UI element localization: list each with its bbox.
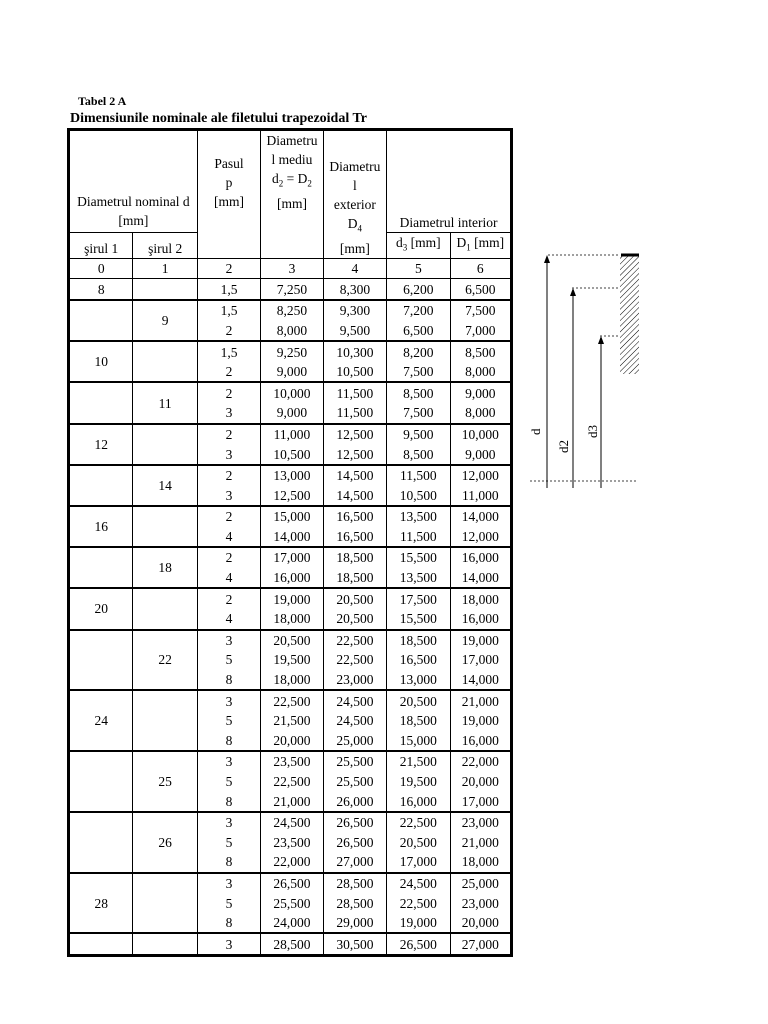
cell-D1: 17,000 xyxy=(450,791,511,812)
cell-pas: 8 xyxy=(197,852,260,873)
cell-d2: 15,000 xyxy=(261,506,323,527)
cell-d3: 19,500 xyxy=(387,772,450,792)
cell-d2: 13,000 xyxy=(261,465,323,486)
cell-d3: 8,500 xyxy=(387,444,450,465)
cell-D1: 16,000 xyxy=(450,547,511,568)
cell-d3: 13,500 xyxy=(387,568,450,589)
cell-d3: 11,500 xyxy=(387,527,450,548)
cell-sirul-2: 9 xyxy=(133,300,197,341)
cell-d2: 8,250 xyxy=(261,300,323,321)
cell-D4: 22,500 xyxy=(323,630,386,651)
table-row xyxy=(69,812,512,833)
cell-d2: 22,000 xyxy=(261,852,323,873)
cell-d2: 12,500 xyxy=(261,485,323,506)
cell-d3: 7,500 xyxy=(387,403,450,424)
cell-D1: 14,000 xyxy=(450,568,511,589)
cell-D1: 6,500 xyxy=(450,279,511,300)
cell-d2: 19,500 xyxy=(261,650,323,670)
label-d2: d2 xyxy=(556,440,571,453)
cell-sirul-1: 20 xyxy=(69,588,133,629)
cell-D4: 27,000 xyxy=(323,852,386,873)
cell-d2: 22,500 xyxy=(261,772,323,792)
cell-sirul-1 xyxy=(69,812,133,873)
cell-d3: 16,500 xyxy=(387,650,450,670)
cell-D4: 18,500 xyxy=(323,547,386,568)
cell-D4: 11,500 xyxy=(323,382,386,403)
cell-D4: 28,500 xyxy=(323,893,386,913)
cell-D1: 8,000 xyxy=(450,403,511,424)
cell-pas: 3 xyxy=(197,485,260,506)
table-row xyxy=(69,690,512,711)
cell-D4: 25,000 xyxy=(323,731,386,752)
cell-sirul-1 xyxy=(69,933,133,955)
cell-D4: 26,500 xyxy=(323,812,386,833)
cell-D4: 16,500 xyxy=(323,527,386,548)
table-row xyxy=(69,751,512,772)
cell-sirul-2 xyxy=(133,690,197,751)
cell-d2: 22,500 xyxy=(261,690,323,711)
cell-sirul-1 xyxy=(69,751,133,812)
cell-sirul-2 xyxy=(133,588,197,629)
cell-D1: 8,500 xyxy=(450,341,511,362)
cell-pas: 8 xyxy=(197,791,260,812)
cell-pas: 3 xyxy=(197,873,260,894)
cell-sirul-2: 25 xyxy=(133,751,197,812)
cell-D1: 9,000 xyxy=(450,382,511,403)
cell-sirul-2: 22 xyxy=(133,630,197,691)
cell-D1: 7,500 xyxy=(450,300,511,321)
column-number: 5 xyxy=(387,258,450,279)
cell-D4: 20,500 xyxy=(323,588,386,609)
header-pasul: Pasul p [mm] xyxy=(197,130,260,233)
table-title: Dimensiunile nominale ale filetului trapezoidal Tr xyxy=(70,111,367,126)
cell-D1: 14,000 xyxy=(450,506,511,527)
cell-d3: 22,500 xyxy=(387,812,450,833)
cell-sirul-1: 10 xyxy=(69,341,133,382)
cell-d3: 13,500 xyxy=(387,506,450,527)
table-row xyxy=(69,547,512,568)
cell-d2: 14,000 xyxy=(261,527,323,548)
cell-sirul-2: 26 xyxy=(133,812,197,873)
cell-d3: 8,200 xyxy=(387,341,450,362)
table-row xyxy=(69,630,512,651)
column-number: 1 xyxy=(133,258,197,279)
cell-D1: 14,000 xyxy=(450,670,511,691)
cell-sirul-1 xyxy=(69,465,133,506)
cell-sirul-2 xyxy=(133,424,197,465)
cell-d3: 7,500 xyxy=(387,362,450,383)
cell-sirul-2 xyxy=(133,341,197,382)
cell-pas: 2 xyxy=(197,588,260,609)
cell-d2: 16,000 xyxy=(261,568,323,589)
cell-D1: 18,000 xyxy=(450,588,511,609)
cell-pas: 4 xyxy=(197,527,260,548)
cell-sirul-1 xyxy=(69,630,133,691)
cell-D4: 20,500 xyxy=(323,609,386,630)
cell-d3: 16,000 xyxy=(387,791,450,812)
cell-d3: 10,500 xyxy=(387,485,450,506)
cell-D1: 23,000 xyxy=(450,893,511,913)
cell-D1: 16,000 xyxy=(450,609,511,630)
cell-d3: 17,000 xyxy=(387,852,450,873)
cell-D4: 10,300 xyxy=(323,341,386,362)
cell-pas: 3 xyxy=(197,690,260,711)
cell-d3: 11,500 xyxy=(387,465,450,486)
cell-pas: 4 xyxy=(197,568,260,589)
cell-d3: 9,500 xyxy=(387,424,450,445)
cell-d3: 7,200 xyxy=(387,300,450,321)
cell-d2: 23,500 xyxy=(261,751,323,772)
cell-sirul-2: 18 xyxy=(133,547,197,588)
cell-pas: 8 xyxy=(197,913,260,934)
cell-D1: 23,000 xyxy=(450,812,511,833)
table-row xyxy=(69,300,512,321)
cell-d3: 22,500 xyxy=(387,893,450,913)
cell-sirul-1: 24 xyxy=(69,690,133,751)
cell-D4: 14,500 xyxy=(323,465,386,486)
cell-pas: 3 xyxy=(197,630,260,651)
cell-pas: 5 xyxy=(197,772,260,792)
cell-d2: 24,500 xyxy=(261,812,323,833)
cell-pas: 8 xyxy=(197,670,260,691)
cell-D4: 11,500 xyxy=(323,403,386,424)
cell-d3: 15,500 xyxy=(387,547,450,568)
cell-sirul-1: 8 xyxy=(69,279,133,300)
label-d: d xyxy=(528,428,543,435)
cell-pas: 3 xyxy=(197,812,260,833)
cell-sirul-2: 14 xyxy=(133,465,197,506)
arrow-head-icon xyxy=(570,288,576,296)
cell-d2: 20,500 xyxy=(261,630,323,651)
column-number: 2 xyxy=(197,258,260,279)
cell-D1: 16,000 xyxy=(450,731,511,752)
cell-D1: 12,000 xyxy=(450,465,511,486)
cell-d2: 8,000 xyxy=(261,321,323,342)
thread-profile-diagram xyxy=(520,245,650,495)
header-diametrul-interior: Diametrul interior xyxy=(387,130,512,233)
cell-d2: 18,000 xyxy=(261,670,323,691)
cell-d3: 17,500 xyxy=(387,588,450,609)
cell-pas: 5 xyxy=(197,893,260,913)
cell-D1: 12,000 xyxy=(450,527,511,548)
cell-D4: 22,500 xyxy=(323,650,386,670)
cell-D1: 8,000 xyxy=(450,362,511,383)
cell-D1: 22,000 xyxy=(450,751,511,772)
cell-sirul-1 xyxy=(69,300,133,341)
cell-pas: 4 xyxy=(197,609,260,630)
header-diametru-exterior: Diametru l exterior $D_4$ [mm] xyxy=(323,130,386,259)
cell-D1: 19,000 xyxy=(450,630,511,651)
cell-pas: 3 xyxy=(197,444,260,465)
table-row xyxy=(69,424,512,445)
table-caption: Tabel 2 A xyxy=(78,94,127,108)
cell-D1: 9,000 xyxy=(450,444,511,465)
cell-D1: 20,000 xyxy=(450,913,511,934)
cell-d2: 28,500 xyxy=(261,933,323,955)
cell-d3: 24,500 xyxy=(387,873,450,894)
cell-d3: 18,500 xyxy=(387,630,450,651)
cell-D4: 14,500 xyxy=(323,485,386,506)
table-row xyxy=(69,341,512,362)
table-row xyxy=(69,382,512,403)
cell-D1: 19,000 xyxy=(450,711,511,731)
cell-sirul-2: 11 xyxy=(133,382,197,423)
column-number: 6 xyxy=(450,258,511,279)
cell-d3: 26,500 xyxy=(387,933,450,955)
table-row xyxy=(69,279,512,300)
cell-sirul-2 xyxy=(133,933,197,955)
cell-d2: 7,250 xyxy=(261,279,323,300)
cell-D1: 25,000 xyxy=(450,873,511,894)
cell-D4: 8,300 xyxy=(323,279,386,300)
cell-pas: 2 xyxy=(197,321,260,342)
cell-pas: 5 xyxy=(197,711,260,731)
cell-d3: 18,500 xyxy=(387,711,450,731)
cell-d3: 8,500 xyxy=(387,382,450,403)
cell-pas: 1,5 xyxy=(197,279,260,300)
cell-D4: 12,500 xyxy=(323,444,386,465)
column-number: 4 xyxy=(323,258,386,279)
cell-D4: 26,500 xyxy=(323,833,386,853)
cell-D4: 9,500 xyxy=(323,321,386,342)
cell-sirul-1: 28 xyxy=(69,873,133,934)
cell-D1: 17,000 xyxy=(450,650,511,670)
header-diametrul-nominal: Diametrul nominal d [mm] xyxy=(69,130,198,233)
cell-d3: 21,500 xyxy=(387,751,450,772)
cell-sirul-2 xyxy=(133,506,197,547)
cell-d3: 6,500 xyxy=(387,321,450,342)
cell-pas: 5 xyxy=(197,833,260,853)
cell-D4: 28,500 xyxy=(323,873,386,894)
cell-pas: 1,5 xyxy=(197,300,260,321)
cell-D4: 24,500 xyxy=(323,711,386,731)
cell-pas: 2 xyxy=(197,382,260,403)
column-number: 0 xyxy=(69,258,133,279)
cell-d3: 6,200 xyxy=(387,279,450,300)
cell-d2: 11,000 xyxy=(261,424,323,445)
cell-d2: 10,500 xyxy=(261,444,323,465)
header-D1: $D_1$ [mm] xyxy=(450,233,511,259)
cell-d2: 24,000 xyxy=(261,913,323,934)
cell-pas: 3 xyxy=(197,933,260,955)
label-d3: d3 xyxy=(585,425,600,438)
table-row xyxy=(69,873,512,894)
cell-pas: 8 xyxy=(197,731,260,752)
cell-pas: 2 xyxy=(197,424,260,445)
cell-d2: 20,000 xyxy=(261,731,323,752)
cell-D4: 30,500 xyxy=(323,933,386,955)
cell-d2: 9,000 xyxy=(261,362,323,383)
cell-D1: 21,000 xyxy=(450,833,511,853)
cell-d2: 23,500 xyxy=(261,833,323,853)
cell-d3: 13,000 xyxy=(387,670,450,691)
cell-D4: 25,500 xyxy=(323,751,386,772)
cell-sirul-1: 12 xyxy=(69,424,133,465)
cell-D4: 18,500 xyxy=(323,568,386,589)
table-row xyxy=(69,933,512,955)
cell-D4: 25,500 xyxy=(323,772,386,792)
cell-d3: 20,500 xyxy=(387,833,450,853)
cell-pas: 1,5 xyxy=(197,341,260,362)
table-row xyxy=(69,465,512,486)
cell-D1: 20,000 xyxy=(450,772,511,792)
cell-D1: 7,000 xyxy=(450,321,511,342)
cell-D4: 24,500 xyxy=(323,690,386,711)
cell-d3: 15,500 xyxy=(387,609,450,630)
cell-pas: 2 xyxy=(197,506,260,527)
cell-D1: 11,000 xyxy=(450,485,511,506)
cell-D4: 12,500 xyxy=(323,424,386,445)
cell-pas: 2 xyxy=(197,465,260,486)
cell-d2: 26,500 xyxy=(261,873,323,894)
cell-d2: 21,000 xyxy=(261,791,323,812)
cell-d2: 17,000 xyxy=(261,547,323,568)
cell-sirul-2 xyxy=(133,873,197,934)
cell-d2: 9,250 xyxy=(261,341,323,362)
header-diametru-mediu: Diametru l mediu $d_2 = D_2$ [mm] xyxy=(261,130,323,233)
cell-d3: 15,000 xyxy=(387,731,450,752)
cell-D1: 10,000 xyxy=(450,424,511,445)
cell-D4: 26,000 xyxy=(323,791,386,812)
header-sirul-2: şirul 2 xyxy=(133,233,197,259)
cell-D1: 21,000 xyxy=(450,690,511,711)
header-sirul-1: şirul 1 xyxy=(69,233,133,259)
column-number-row xyxy=(69,258,512,279)
cell-pas: 2 xyxy=(197,362,260,383)
cell-d2: 25,500 xyxy=(261,893,323,913)
cell-sirul-1: 16 xyxy=(69,506,133,547)
cell-sirul-1 xyxy=(69,547,133,588)
cell-d2: 10,000 xyxy=(261,382,323,403)
table-row xyxy=(69,588,512,609)
cell-pas: 3 xyxy=(197,403,260,424)
column-number: 3 xyxy=(261,258,323,279)
cell-sirul-2 xyxy=(133,279,197,300)
cell-d3: 19,000 xyxy=(387,913,450,934)
cell-d2: 19,000 xyxy=(261,588,323,609)
thread-hatch xyxy=(620,255,639,374)
cell-d2: 9,000 xyxy=(261,403,323,424)
cell-pas: 2 xyxy=(197,547,260,568)
cell-D4: 10,500 xyxy=(323,362,386,383)
cell-D4: 9,300 xyxy=(323,300,386,321)
header-d3: $d_3$ [mm] xyxy=(387,233,450,259)
arrow-head-icon xyxy=(544,255,550,263)
thread-dimensions-table xyxy=(67,128,513,957)
table-body xyxy=(69,279,512,956)
cell-d2: 21,500 xyxy=(261,711,323,731)
cell-D4: 23,000 xyxy=(323,670,386,691)
cell-D4: 29,000 xyxy=(323,913,386,934)
cell-d2: 18,000 xyxy=(261,609,323,630)
cell-d3: 20,500 xyxy=(387,690,450,711)
table-row xyxy=(69,506,512,527)
cell-D4: 16,500 xyxy=(323,506,386,527)
cell-sirul-1 xyxy=(69,382,133,423)
cell-D1: 27,000 xyxy=(450,933,511,955)
cell-D1: 18,000 xyxy=(450,852,511,873)
cell-pas: 5 xyxy=(197,650,260,670)
cell-pas: 3 xyxy=(197,751,260,772)
arrow-head-icon xyxy=(598,336,604,344)
